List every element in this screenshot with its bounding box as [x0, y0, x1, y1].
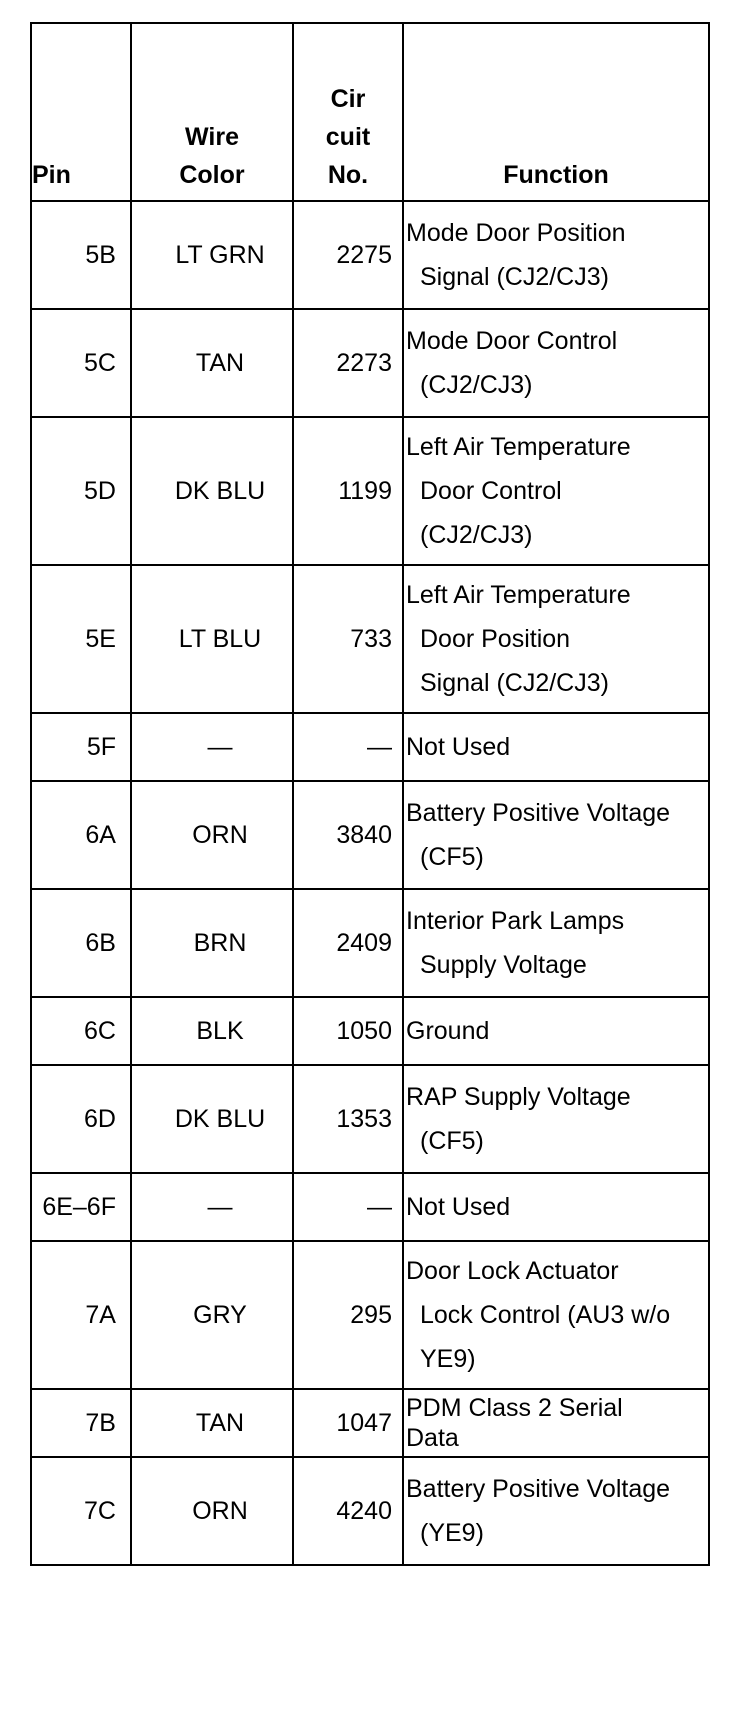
header-wire-color: Wire Color: [131, 23, 293, 201]
function-line: Door Position: [420, 625, 571, 653]
function-line: RAP Supply Voltage: [406, 1083, 631, 1111]
table-row: [31, 889, 709, 997]
pin-cell: 5B: [31, 201, 131, 309]
function-cell: [403, 889, 709, 997]
wire-color-cell: DK BLU: [131, 1065, 293, 1173]
wire-color-cell: ORN: [131, 1457, 293, 1565]
function-line: Door Control: [420, 477, 562, 505]
function-cell: [403, 1065, 709, 1173]
function-cell: [403, 713, 709, 781]
wire-color-cell: DK BLU: [131, 417, 293, 565]
pin-cell: 6D: [31, 1065, 131, 1173]
circuit-no-cell: 1047: [293, 1389, 403, 1457]
function-cell: [403, 1389, 709, 1457]
circuit-no-cell: 1353: [293, 1065, 403, 1173]
table-row: [31, 1065, 709, 1173]
function-line: YE9): [420, 1345, 476, 1373]
function-line: (YE9): [420, 1519, 484, 1547]
header-pin: Pin: [31, 23, 131, 201]
circuit-no-cell: 733: [293, 565, 403, 713]
header-row: [31, 23, 709, 201]
circuit-no-cell: —: [293, 1173, 403, 1241]
function-line: Left Air Temperature: [406, 433, 631, 461]
function-line: Data: [406, 1424, 459, 1452]
pin-cell: 5C: [31, 309, 131, 417]
pinout-table: [30, 22, 710, 1566]
pin-cell: 5E: [31, 565, 131, 713]
table-row: [31, 713, 709, 781]
wire-color-cell: —: [131, 1173, 293, 1241]
table-row: [31, 781, 709, 889]
function-cell: [403, 565, 709, 713]
table-row: [31, 1457, 709, 1565]
pin-cell: 6A: [31, 781, 131, 889]
function-cell: [403, 201, 709, 309]
function-line: Mode Door Position: [406, 219, 626, 247]
wire-color-cell: GRY: [131, 1241, 293, 1389]
pin-cell: 7B: [31, 1389, 131, 1457]
table-row: [31, 201, 709, 309]
circuit-no-cell: 2275: [293, 201, 403, 309]
function-line: Battery Positive Voltage: [406, 1475, 671, 1503]
function-line: Not Used: [406, 733, 511, 761]
function-line: (CF5): [420, 843, 484, 871]
function-line: Not Used: [406, 1193, 511, 1221]
function-cell: [403, 309, 709, 417]
function-line: Lock Control (AU3 w/o: [420, 1301, 671, 1329]
header-circuit-no: Cir cuit No.: [293, 23, 403, 201]
table-row: [31, 997, 709, 1065]
wire-color-cell: LT BLU: [131, 565, 293, 713]
circuit-no-cell: 295: [293, 1241, 403, 1389]
pin-cell: 6C: [31, 997, 131, 1065]
circuit-no-cell: 1199: [293, 417, 403, 565]
wire-color-cell: —: [131, 713, 293, 781]
function-line: Mode Door Control: [406, 327, 618, 355]
circuit-no-cell: 2409: [293, 889, 403, 997]
table-row: [31, 417, 709, 565]
function-line: Door Lock Actuator: [406, 1257, 619, 1285]
function-cell: [403, 1241, 709, 1389]
function-line: Signal (CJ2/CJ3): [420, 669, 609, 697]
function-line: (CF5): [420, 1127, 484, 1155]
table-row: [31, 565, 709, 713]
function-line: Battery Positive Voltage: [406, 799, 671, 827]
function-line: (CJ2/CJ3): [420, 371, 533, 399]
function-cell: [403, 1173, 709, 1241]
wire-color-cell: ORN: [131, 781, 293, 889]
pin-cell: 7A: [31, 1241, 131, 1389]
table-row: [31, 1173, 709, 1241]
circuit-no-cell: 4240: [293, 1457, 403, 1565]
function-line: PDM Class 2 Serial: [406, 1394, 623, 1422]
wire-color-cell: TAN: [131, 1389, 293, 1457]
pin-cell: 6B: [31, 889, 131, 997]
wire-color-cell: BLK: [131, 997, 293, 1065]
pin-cell: 7C: [31, 1457, 131, 1565]
wire-color-cell: LT GRN: [131, 201, 293, 309]
function-line: (CJ2/CJ3): [420, 521, 533, 549]
table-row: [31, 309, 709, 417]
function-cell: [403, 781, 709, 889]
pin-cell: 5F: [31, 713, 131, 781]
header-function: Function: [403, 23, 709, 201]
function-line: Left Air Temperature: [406, 581, 631, 609]
function-line: Signal (CJ2/CJ3): [420, 263, 609, 291]
circuit-no-cell: 3840: [293, 781, 403, 889]
wire-color-cell: TAN: [131, 309, 293, 417]
function-line: Ground: [406, 1017, 490, 1045]
circuit-no-cell: —: [293, 713, 403, 781]
table-row: [31, 1389, 709, 1457]
function-cell: [403, 1457, 709, 1565]
function-cell: [403, 417, 709, 565]
circuit-no-cell: 1050: [293, 997, 403, 1065]
function-line: Interior Park Lamps: [406, 907, 625, 935]
function-line: Supply Voltage: [420, 951, 587, 979]
function-cell: [403, 997, 709, 1065]
pin-cell: 6E–6F: [31, 1173, 131, 1241]
pinout-rows: [31, 201, 709, 1565]
circuit-no-cell: 2273: [293, 309, 403, 417]
table-row: [31, 1241, 709, 1389]
pin-cell: 5D: [31, 417, 131, 565]
wire-color-cell: BRN: [131, 889, 293, 997]
